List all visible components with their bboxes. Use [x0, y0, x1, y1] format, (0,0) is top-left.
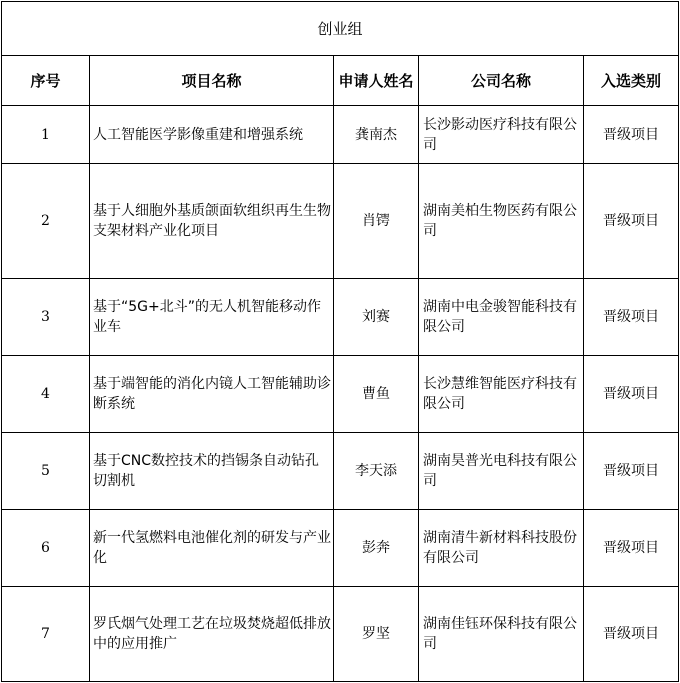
row-category: 晋级项目	[584, 510, 679, 587]
row-applicant: 彭奔	[334, 510, 419, 587]
row-category: 晋级项目	[584, 587, 679, 682]
title-row	[2, 2, 679, 56]
row-company: 湖南昊普光电科技有限公司	[419, 433, 584, 510]
header-category: 入选类别	[584, 56, 679, 106]
header-applicant: 申请人姓名	[334, 56, 419, 106]
row-company: 湖南佳钰环保科技有限公司	[419, 587, 584, 682]
table-row	[2, 433, 679, 510]
row-company: 湖南美柏生物医药有限公司	[419, 164, 584, 279]
header-row	[2, 56, 679, 106]
row-category: 晋级项目	[584, 279, 679, 356]
row-applicant: 李天添	[334, 433, 419, 510]
header-company: 公司名称	[419, 56, 584, 106]
table-row	[2, 106, 679, 164]
row-index: 6	[2, 510, 90, 587]
header-project: 项目名称	[90, 56, 334, 106]
row-project: 基于人细胞外基质颌面软组织再生生物支架材料产业化项目	[90, 164, 334, 279]
table-row	[2, 510, 679, 587]
row-index: 3	[2, 279, 90, 356]
row-index: 5	[2, 433, 90, 510]
table-row	[2, 164, 679, 279]
row-index: 2	[2, 164, 90, 279]
row-applicant: 罗坚	[334, 587, 419, 682]
table-title: 创业组	[2, 2, 679, 56]
row-project: 基于端智能的消化内镜人工智能辅助诊断系统	[90, 356, 334, 433]
row-project: 新一代氢燃料电池催化剂的研发与产业化	[90, 510, 334, 587]
row-category: 晋级项目	[584, 164, 679, 279]
row-applicant: 龚南杰	[334, 106, 419, 164]
row-category: 晋级项目	[584, 356, 679, 433]
row-company: 湖南中电金骏智能科技有限公司	[419, 279, 584, 356]
row-company: 湖南清牛新材料科技股份有限公司	[419, 510, 584, 587]
row-index: 1	[2, 106, 90, 164]
row-project: 人工智能医学影像重建和增强系统	[90, 106, 334, 164]
header-index: 序号	[2, 56, 90, 106]
table-row	[2, 279, 679, 356]
row-category: 晋级项目	[584, 433, 679, 510]
row-project: 罗氏烟气处理工艺在垃圾焚烧超低排放中的应用推广	[90, 587, 334, 682]
row-category: 晋级项目	[584, 106, 679, 164]
row-company: 长沙影动医疗科技有限公司	[419, 106, 584, 164]
table-row	[2, 587, 679, 682]
award-table	[1, 1, 679, 682]
row-applicant: 曹鱼	[334, 356, 419, 433]
row-index: 4	[2, 356, 90, 433]
table-row	[2, 356, 679, 433]
row-company: 长沙慧维智能医疗科技有限公司	[419, 356, 584, 433]
row-applicant: 肖锷	[334, 164, 419, 279]
row-project: 基于“5G+北斗”的无人机智能移动作业车	[90, 279, 334, 356]
row-applicant: 刘赛	[334, 279, 419, 356]
row-project: 基于CNC数控技术的挡锡条自动钻孔切割机	[90, 433, 334, 510]
row-index: 7	[2, 587, 90, 682]
